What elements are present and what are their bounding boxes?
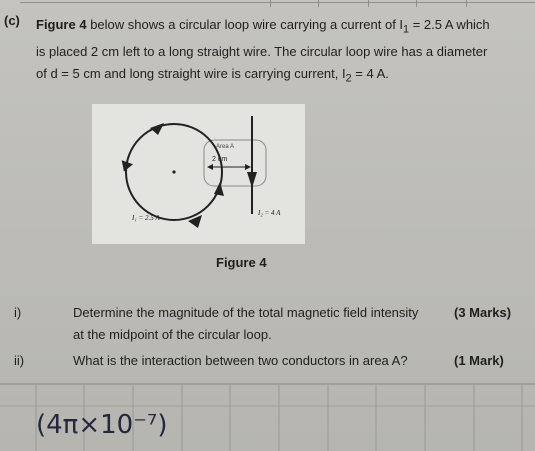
i2-label: I₂ = 4 A — [258, 209, 281, 217]
intro-line3: of d = 5 cm and long straight wire is carrying current, I — [36, 65, 346, 81]
question-i-marks: (3 Marks) — [454, 305, 512, 320]
rule-tick — [318, 0, 319, 7]
question-intro — [36, 14, 516, 89]
question-i-text — [73, 302, 453, 346]
question-label: (c) — [4, 13, 20, 28]
figure-4-diagram — [92, 104, 305, 244]
question-ii-text: What is the interaction between two conductors in area A? — [73, 353, 408, 368]
question-i-line2: at the midpoint of the circular loop. — [73, 327, 272, 342]
rule-tick — [270, 0, 271, 7]
intro-sub1: 1 — [403, 23, 410, 36]
loop-arrow-icon — [150, 123, 164, 135]
intro-line1: below shows a circular loop wire carrying a current of I — [86, 17, 404, 32]
loop-midpoint — [172, 170, 175, 173]
question-ii-marks: (1 Mark) — [454, 353, 504, 368]
rule-tick — [416, 0, 417, 7]
intro-sub2: 2 — [345, 72, 352, 85]
question-number: i) — [14, 305, 22, 320]
rule-tick — [368, 0, 369, 7]
area-a-label: Area A — [216, 144, 235, 150]
figure-4 — [92, 104, 305, 244]
i1-label: I₁ = 2.5 A — [132, 214, 160, 222]
intro-line2: is placed 2 cm left to a long straight wire. The circular loop wire has a diameter — [36, 43, 488, 59]
rule-tick — [466, 0, 467, 7]
intro-line1-tail: = 2.5 A which — [409, 17, 490, 32]
distance-arrow-icon — [207, 164, 213, 170]
figure-caption: Figure 4 — [216, 255, 267, 270]
distance-arrow-icon — [245, 164, 251, 170]
handwritten-answer: (4π×10⁻⁷) — [36, 410, 168, 440]
distance-label: 2 cm — [212, 156, 228, 163]
figure-reference: Figure 4 — [36, 17, 87, 32]
question-i-line1: Determine the magnitude of the total magnetic field intensity — [73, 305, 419, 320]
loop-arrow-icon — [214, 182, 224, 196]
intro-line3-tail: = 4 A. — [351, 65, 389, 81]
question-number: ii) — [14, 353, 25, 368]
top-rule — [20, 2, 535, 3]
area-a-box — [204, 140, 266, 186]
